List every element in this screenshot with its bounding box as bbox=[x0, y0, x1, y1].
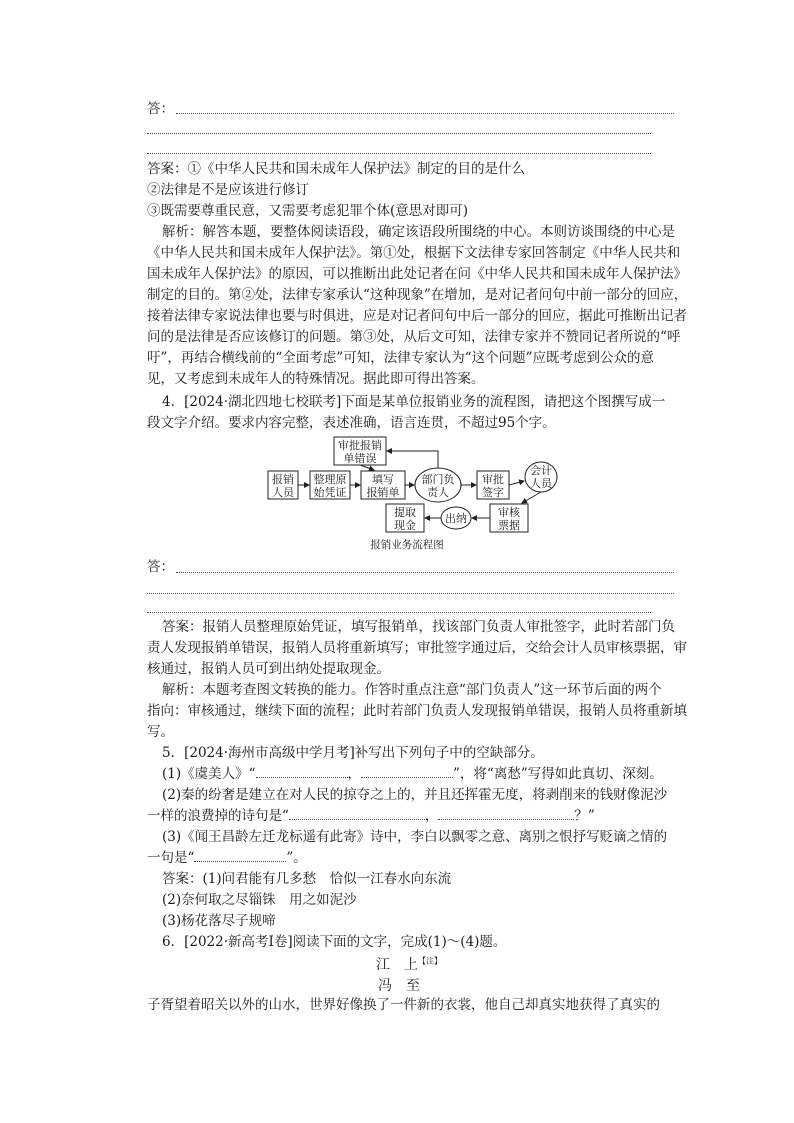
question-4-stem: 段文字介绍。要求内容完整，表述准确，语言连贯，不超过95个字。 bbox=[147, 415, 556, 431]
solution-line: ②法律是不是应该进行修订 bbox=[147, 182, 309, 198]
question-5-stem: 5．[2024·海州市高级中学月考]补写出下列句子中的空缺部分。 bbox=[162, 745, 544, 761]
analysis-line: 制定的目的。第②处，法律专家承认“这种现象”在增加，是对记者问句中前一部分的回应， bbox=[147, 287, 688, 303]
question-6-stem: 6．[2022·新高考Ⅰ卷]阅读下面的文字，完成(1)～(4)题。 bbox=[162, 934, 507, 950]
fill-item-3: (3)《闻王昌龄左迁龙标遥有此寄》诗中，李白以飘零之意、离别之恨抒写贬谪之情的 bbox=[162, 829, 668, 845]
blank[interactable] bbox=[438, 807, 574, 820]
flow-text: 现金 bbox=[394, 519, 416, 532]
flow-text: 整理原 bbox=[313, 473, 347, 486]
answer-text: (2)奈何取之尽锱铢 用之如泥沙 bbox=[162, 892, 357, 908]
analysis-line: 问的是法律是否应该修订的问题。第③处，从后文可知，法律专家并不赞同记者所说的“呼 bbox=[147, 329, 681, 345]
flow-text: 人员 bbox=[530, 477, 552, 490]
flow-text: 签字 bbox=[482, 486, 504, 499]
analysis-line: 见，又考虑到未成年人的特殊情况。据此即可得出答案。 bbox=[147, 371, 485, 387]
passage-author: 冯 至 bbox=[378, 978, 420, 994]
flow-text: 报销 bbox=[272, 473, 294, 486]
question-4-stem: 4．[2024·湖北四地七校联考]下面是某单位报销业务的流程图，请把这个图撰写成一 bbox=[162, 394, 666, 410]
blank[interactable] bbox=[256, 765, 348, 778]
solution-line: ③既需要尊重民意，又需要考虑犯罪个体(意思对即可) bbox=[147, 203, 469, 219]
answer-label: 答： bbox=[147, 101, 174, 117]
flow-caption: 报销业务流程图 bbox=[370, 539, 444, 551]
flow-text: 审批报销 bbox=[338, 439, 382, 452]
fill-item-1: (1)《虞美人》“ ， ”，将“离愁”写得如此真切、深刻。 bbox=[162, 766, 663, 782]
answer-line[interactable] bbox=[176, 572, 674, 573]
flow-text: 填写 bbox=[372, 473, 394, 486]
note-mark: 【注】 bbox=[418, 956, 442, 966]
answer-text: 答案：报销人员整理原始凭证，填写报销单，找该部门负责人审批签字，此时若部门负 bbox=[162, 619, 675, 635]
answer-label: 答： bbox=[147, 559, 174, 575]
flow-text: 人员 bbox=[272, 486, 294, 499]
answer-text: 责人发现报销单错误，报销人员将重新填写；审批签字通过后，交给会计人员审核票据，审 bbox=[147, 640, 687, 656]
analysis-line: 解析：本题考查图文转换的能力。作答时重点注意“部门负责人”这一环节后面的两个 bbox=[162, 682, 662, 698]
blank[interactable] bbox=[361, 765, 453, 778]
analysis-line: 《中华人民共和国未成年人保护法》。第①处，根据下文法律专家回答制定《中华人民共和 bbox=[147, 245, 681, 261]
analysis-line: 接着法律专家说法律也要与时俱进，应是对记者问句中后一部分的回应，据此可推断出记者 bbox=[147, 308, 687, 324]
fill-item-2: 一样的浪费掉的诗句是“ ， ？” bbox=[147, 808, 595, 824]
flow-text: 审核 bbox=[498, 506, 520, 519]
flow-text: 票据 bbox=[498, 519, 520, 532]
passage-title: 江 上$^{【注】}$ bbox=[376, 956, 442, 973]
flow-text: 报销单 bbox=[366, 486, 400, 499]
flow-text: 提取 bbox=[394, 506, 416, 519]
answer-line[interactable] bbox=[147, 133, 651, 134]
blank[interactable] bbox=[289, 807, 425, 820]
answer-text: 核通过，报销人员可到出纳处提取现金。 bbox=[147, 661, 390, 677]
flow-text: 部门负 bbox=[421, 473, 455, 486]
answer-text: (3)杨花落尽子规啼 bbox=[162, 913, 276, 929]
answer-line[interactable] bbox=[147, 612, 651, 613]
analysis-line: 吁”，再结合横线前的“全面考虑”可知，法律专家认为“这个问题”应既考虑到公众的意 bbox=[147, 350, 655, 366]
solution-line: 答案：①《中华人民共和国未成年人保护法》制定的目的是什么 bbox=[147, 161, 525, 177]
flow-text: 责人 bbox=[427, 486, 449, 499]
answer-line[interactable] bbox=[176, 113, 674, 114]
flow-text: 会计 bbox=[530, 464, 552, 477]
flow-text: 审批 bbox=[482, 473, 504, 486]
analysis-line: 写。 bbox=[147, 724, 174, 740]
flow-text: 出纳 bbox=[445, 512, 467, 525]
answer-line[interactable] bbox=[147, 593, 674, 594]
analysis-line: 国未成年人保护法》的原因，可以推断出此处记者在问《中华人民共和国未成年人保护法》 bbox=[147, 266, 687, 282]
fill-item-3: 一句是“ ”。 bbox=[147, 850, 307, 866]
flow-text: 始凭证 bbox=[313, 486, 347, 499]
blank[interactable] bbox=[194, 849, 286, 862]
fill-item-2: (2)秦的纷奢是建立在对人民的掠夺之上的，并且还挥霍无度，将剥削来的钱财像泥沙 bbox=[162, 787, 668, 803]
flowchart bbox=[262, 436, 562, 554]
answer-text: 答案：(1)问君能有几多愁 恰似一江春水向东流 bbox=[162, 871, 452, 887]
passage-line: 子胥望着昭关以外的山水，世界好像换了一件新的衣裳，他自己却真实地获得了真实的 bbox=[147, 997, 660, 1013]
analysis-line: 指向：审核通过，继续下面的流程；此时若部门负责人发现报销单错误，报销人员将重新填 bbox=[147, 703, 687, 719]
answer-line[interactable] bbox=[147, 153, 651, 154]
analysis-line: 解析：解答本题，要整体阅读语段，确定该语段所围绕的中心。本则访谈围绕的中心是 bbox=[162, 224, 675, 240]
flow-text: 单错误 bbox=[343, 452, 377, 465]
